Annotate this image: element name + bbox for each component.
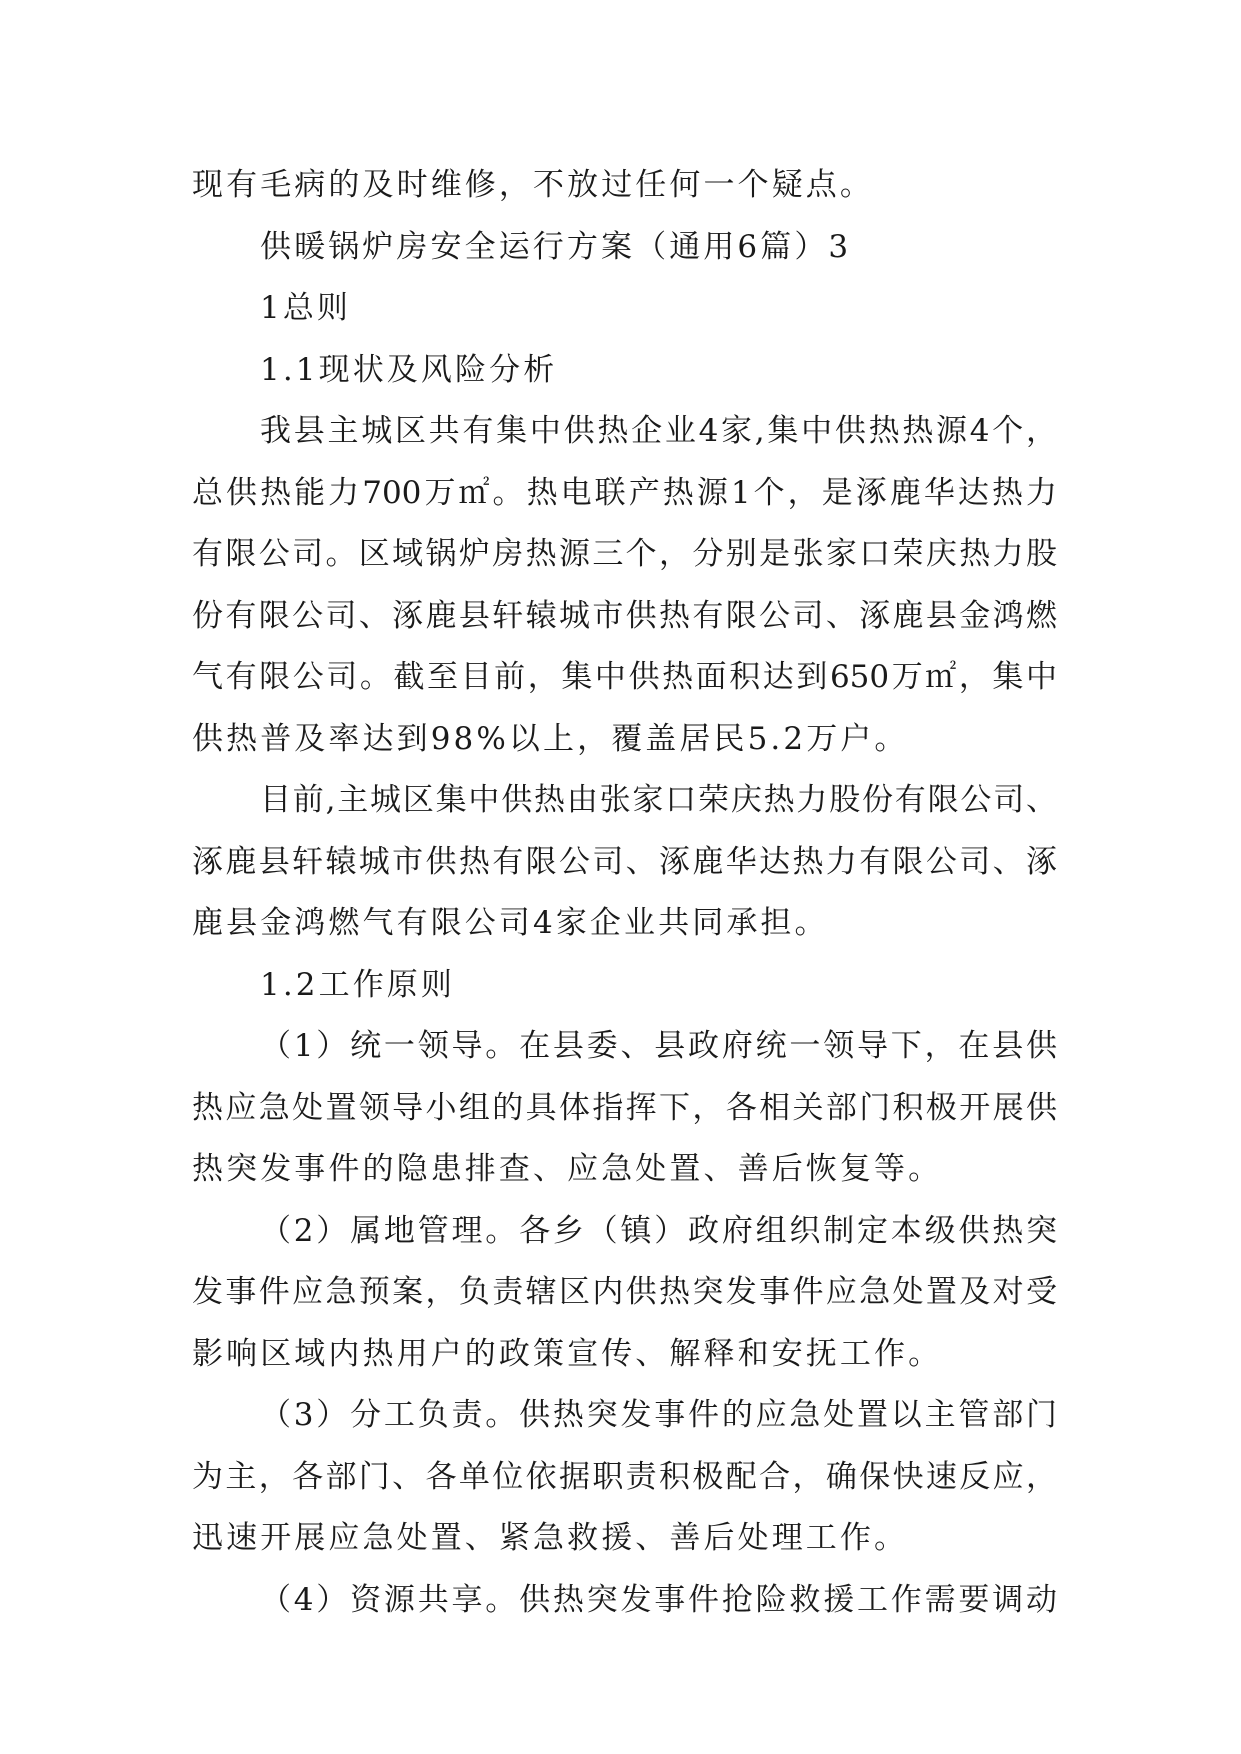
heading-general: 1总则 bbox=[260, 290, 352, 326]
text-line: （1）统一领导。在县委、县政府统一领导下，在县供 bbox=[260, 1028, 1057, 1064]
text-line: （3）分工负责。供热突发事件的应急处置以主管部门 bbox=[260, 1397, 1057, 1433]
text-line: 热应急处置领导小组的具体指挥下，各相关部门积极开展供 bbox=[192, 1089, 1057, 1126]
text-line: 涿鹿县轩辕城市供热有限公司、涿鹿华达热力有限公司、涿 bbox=[192, 843, 1057, 880]
text-line: 气有限公司。截至目前，集中供热面积达到650万㎡，集中 bbox=[192, 659, 1057, 695]
text-line: 总供热能力700万㎡。热电联产热源1个，是涿鹿华达热力 bbox=[192, 474, 1057, 511]
text-line: 迅速开展应急处置、紧急救援、善后处理工作。 bbox=[192, 1520, 909, 1556]
text-line: （2）属地管理。各乡（镇）政府组织制定本级供热突 bbox=[260, 1212, 1057, 1249]
document-body bbox=[192, 155, 1057, 1631]
text-line: 目前,主城区集中供热由张家口荣庆热力股份有限公司、 bbox=[260, 782, 1057, 818]
text-line: 热突发事件的隐患排查、应急处置、善后恢复等。 bbox=[192, 1151, 943, 1187]
text-line: 我县主城区共有集中供热企业4家,集中供热热源4个， bbox=[260, 413, 1057, 449]
text-line: 有限公司。区域锅炉房热源三个，分别是张家口荣庆热力股 bbox=[192, 536, 1057, 572]
text-line: （4）资源共享。供热突发事件抢险救援工作需要调动 bbox=[260, 1581, 1057, 1618]
heading-work-principles: 1.2工作原则 bbox=[260, 966, 455, 1003]
text-line: 供热普及率达到98%以上，覆盖居民5.2万户。 bbox=[192, 720, 909, 757]
text-line: 影响区域内热用户的政策宣传、解释和安抚工作。 bbox=[192, 1335, 943, 1372]
text-line: 发事件应急预案，负责辖区内供热突发事件应急处置及对受 bbox=[192, 1274, 1057, 1310]
text-line: 为主，各部门、各单位依据职责积极配合，确保快速反应， bbox=[192, 1458, 1057, 1495]
heading-status-risk: 1.1现状及风险分析 bbox=[260, 351, 558, 388]
text-line: 份有限公司、涿鹿县轩辕城市供热有限公司、涿鹿县金鸿燃 bbox=[192, 597, 1057, 634]
text-line: 鹿县金鸿燃气有限公司4家企业共同承担。 bbox=[192, 905, 829, 941]
text-line: 现有毛病的及时维修，不放过任何一个疑点。 bbox=[192, 167, 874, 203]
section-title: 供暖锅炉房安全运行方案（通用6篇）3 bbox=[260, 228, 852, 265]
